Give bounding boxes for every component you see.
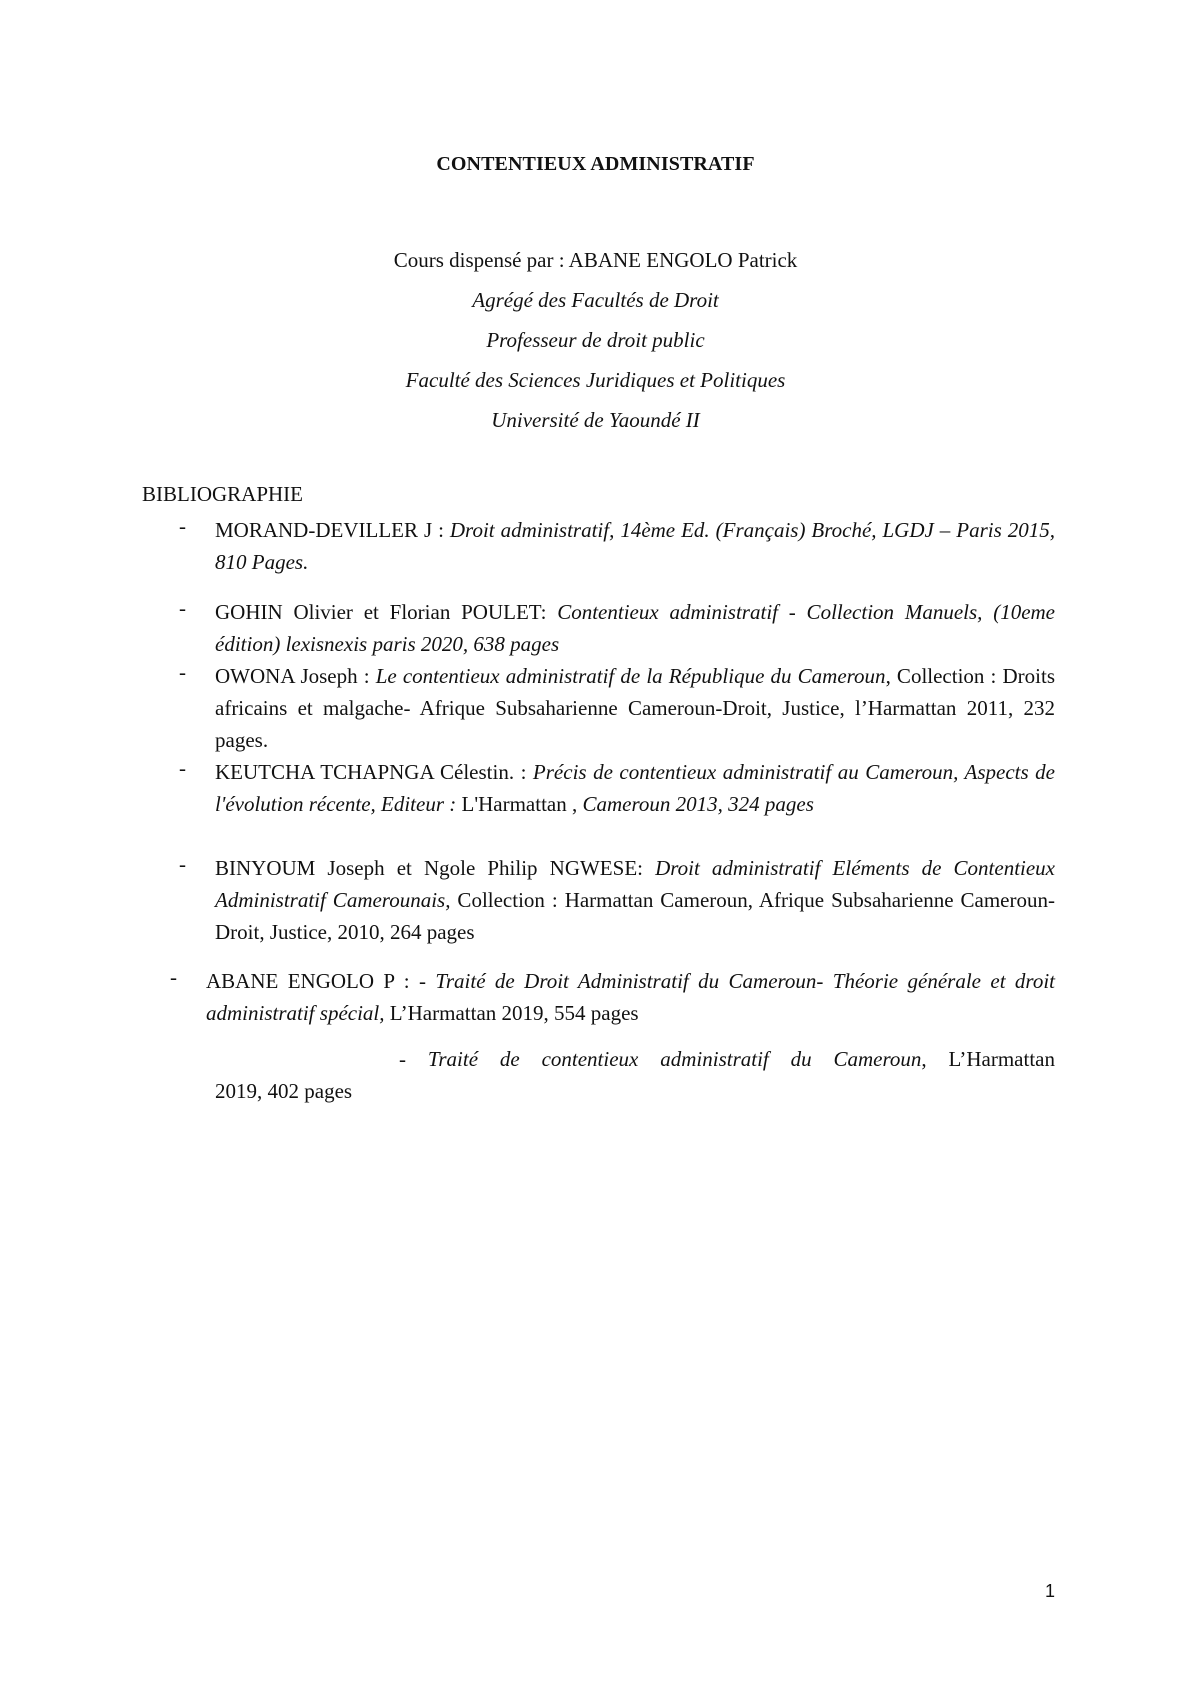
entry-text: [206, 965, 1055, 1029]
entry-title: Le contentieux administratif de la République du Cameroun: [375, 664, 886, 688]
lecturer-line: Cours dispensé par : ABANE ENGOLO Patrick: [393, 248, 798, 272]
rank-line: Agrégé des Facultés de Droit: [472, 288, 719, 312]
bibliography-heading: BIBLIOGRAPHIE: [142, 482, 303, 506]
entry-text: [215, 852, 1055, 948]
entry-text: [215, 514, 1055, 578]
entry-text: [215, 596, 1055, 660]
entry-title-continued: Cameroun 2013, 324 pages: [582, 792, 814, 816]
entry-author: KEUTCHA TCHAPNGA Célestin. :: [215, 760, 533, 784]
entry-text: [215, 756, 1055, 820]
sub-entry-rest: , L’Harmattan: [921, 1047, 1055, 1071]
entry-dash: -: [170, 965, 177, 989]
entry-author: ABANE ENGOLO P : -: [206, 969, 436, 993]
entry-text: [215, 660, 1055, 756]
sub-entry-title: - Traité de contentieux administratif du Cameroun: [399, 1047, 922, 1071]
entry-dash: -: [179, 852, 186, 876]
entry-title: Contentieux administratif - Collection Manuels, (10eme édition) lexisnexis paris 2020, 638 pages: [215, 600, 1055, 656]
entry-dash: -: [179, 756, 186, 780]
entry-title: Traité de Droit Administratif du Cameroun- Théorie générale et droit administratif spécial,: [206, 969, 1055, 1025]
document-title: CONTENTIEUX ADMINISTRATIF: [436, 153, 755, 175]
course-header: [0, 240, 1191, 440]
entry-dash: -: [179, 596, 186, 620]
bibliography-sub-entry: [215, 1043, 1055, 1107]
entry-author: BINYOUM Joseph et Ngole Philip NGWESE:: [215, 856, 656, 880]
entry-title: Précis de contentieux administratif au Cameroun, Aspects de l'évolution récente, Editeur :: [215, 760, 1055, 816]
entry-rest: L’Harmattan 2019, 554 pages: [384, 1001, 639, 1025]
university-line: Université de Yaoundé II: [491, 408, 700, 432]
entry-title: Droit administratif, 14ème Ed. (Français) Broché, LGDJ – Paris 2015, 810 Pages.: [215, 518, 1055, 574]
entry-rest: Collection : Harmattan Cameroun, Afrique Subsaharienne Cameroun- Droit, Justice, 2010, 264 pages: [215, 888, 1055, 944]
entry-author: GOHIN Olivier et Florian POULET:: [215, 600, 558, 624]
entry-title: Droit administratif Eléments de Contentieux Administratif Camerounais,: [215, 856, 1056, 912]
faculty-line: Faculté des Sciences Juridiques et Politiques: [405, 368, 786, 392]
page-number: 1: [1044, 1581, 1055, 1601]
sub-entry-line: [215, 1043, 1055, 1075]
position-line: Professeur de droit public: [486, 328, 705, 352]
entry-dash: -: [179, 514, 186, 538]
sub-entry-line-2: 2019, 402 pages: [215, 1079, 353, 1103]
entry-dash: -: [179, 660, 186, 684]
entry-publisher: L'Harmattan ,: [461, 792, 583, 816]
entry-author: OWONA Joseph :: [215, 664, 376, 688]
entry-author: MORAND-DEVILLER J :: [215, 518, 450, 542]
entry-rest: , Collection : Droits africains et malgache- Afrique Subsaharienne Cameroun-Droit, Justice, l’Harmattan 2011, 232 pages.: [215, 664, 1056, 752]
